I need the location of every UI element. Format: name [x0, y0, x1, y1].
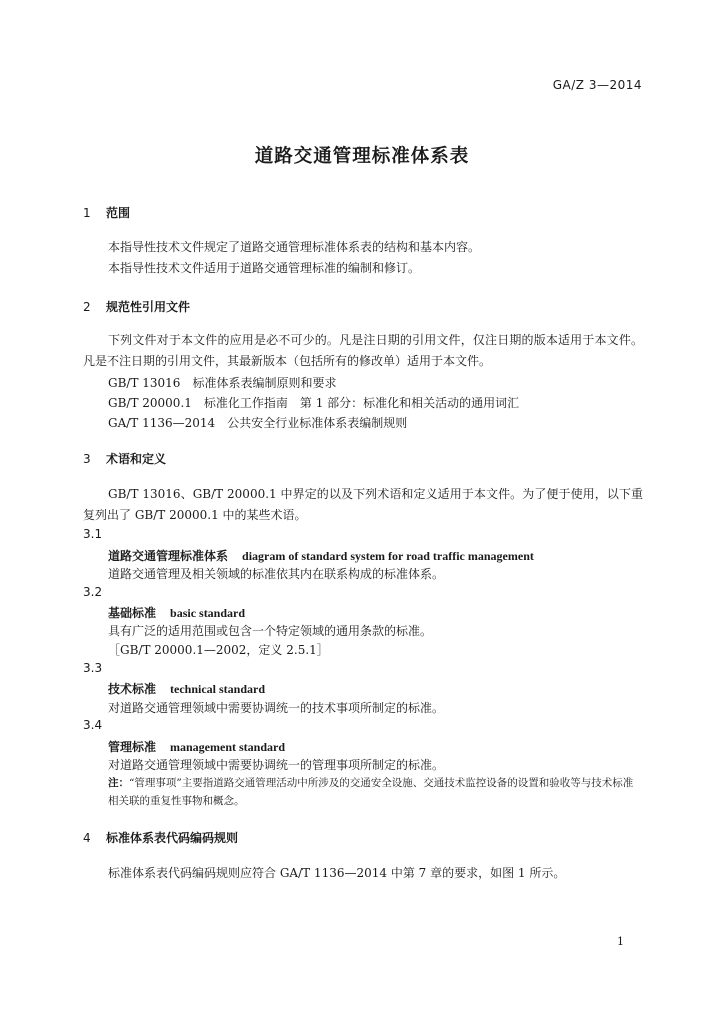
section-2-intro: 下列文件对于本文件的应用是必不可少的。凡是注日期的引用文件，仅注日期的版本适用于本文件。凡是不注日期的引用文件，其最新版本（包括所有的修改单）适用于本文件。: [83, 333, 643, 368]
term-zh: 技术标准: [108, 682, 157, 696]
section-3-intro: GB/T 13016、GB/T 20000.1 中界定的以及下列术语和定义适用于本文件。为了便于使用，以下重复列出了 GB/T 20000.1 中的某些术语。: [83, 487, 643, 522]
section-1-heading: [83, 204, 130, 221]
term-source: ［GB/T 20000.1—2002，定义 2.5.1］: [108, 643, 329, 657]
term-definition: 具有广泛的适用范围或包含一个特定领域的通用条款的标准。: [108, 624, 433, 638]
section-number: 2: [83, 300, 91, 314]
section-4-heading: [83, 829, 238, 846]
reference-item: GA/T 1136—2014 公共安全行业标准体系表编制规则: [108, 416, 408, 430]
section-title: 范围: [106, 206, 131, 220]
term-zh: 基础标准: [108, 606, 157, 620]
reference-item: GB/T 13016 标准体系表编制原则和要求: [108, 376, 337, 390]
term-definition: 对道路交通管理领域中需要协调统一的技术事项所制定的标准。: [108, 701, 445, 715]
section-number: 4: [83, 831, 91, 845]
reference-item: GB/T 20000.1 标准化工作指南 第 1 部分：标准化和相关活动的通用词汇: [108, 396, 520, 410]
section-number: 1: [83, 206, 91, 220]
term-heading: [108, 738, 285, 755]
term-number: 3.1: [83, 527, 103, 541]
page-number: 1: [617, 935, 624, 948]
term-heading: [108, 604, 245, 621]
term-number: 3.2: [83, 585, 103, 599]
term-number: 3.4: [83, 718, 103, 732]
term-en: diagram of standard system for road traffic management: [242, 549, 534, 563]
term-zh: 管理标准: [108, 740, 157, 754]
term-zh: 道路交通管理标准体系: [108, 549, 229, 563]
term-number: 3.3: [83, 661, 103, 675]
page-title: 道路交通管理标准体系表: [254, 146, 470, 167]
document-code: GA/Z 3—2014: [552, 78, 642, 92]
term-heading: [108, 547, 534, 564]
note-label: 注：: [108, 777, 129, 789]
section-title: 术语和定义: [106, 452, 167, 466]
term-en: management standard: [170, 740, 286, 754]
note-text: “管理事项”主要指道路交通管理活动中所涉及的交通安全设施、交通技术监控设备的设置和验收等与技术标准相关联的重复性事物和概念。: [108, 777, 634, 807]
section-1-paragraph: 本指导性技术文件规定了道路交通管理标准体系表的结构和基本内容。: [108, 240, 481, 254]
section-title: 规范性引用文件: [106, 300, 191, 314]
section-title: 标准体系表代码编码规则: [106, 831, 239, 845]
section-3-heading: [83, 450, 166, 467]
term-heading: [108, 680, 265, 697]
section-2-heading: [83, 298, 190, 315]
term-definition: 对道路交通管理领域中需要协调统一的管理事项所制定的标准。: [108, 758, 445, 772]
section-4-paragraph: 标准体系表代码编码规则应符合 GA/T 1136—2014 中第 7 章的要求，如图 1 所示。: [108, 866, 566, 880]
term-en: basic standard: [170, 606, 246, 620]
section-1-paragraph: 本指导性技术文件适用于道路交通管理标准的编制和修订。: [108, 261, 421, 275]
term-definition: 道路交通管理及相关领域的标准依其内在联系构成的标准体系。: [108, 567, 445, 581]
term-note: [108, 774, 643, 810]
term-en: technical standard: [170, 682, 266, 696]
section-number: 3: [83, 452, 91, 466]
